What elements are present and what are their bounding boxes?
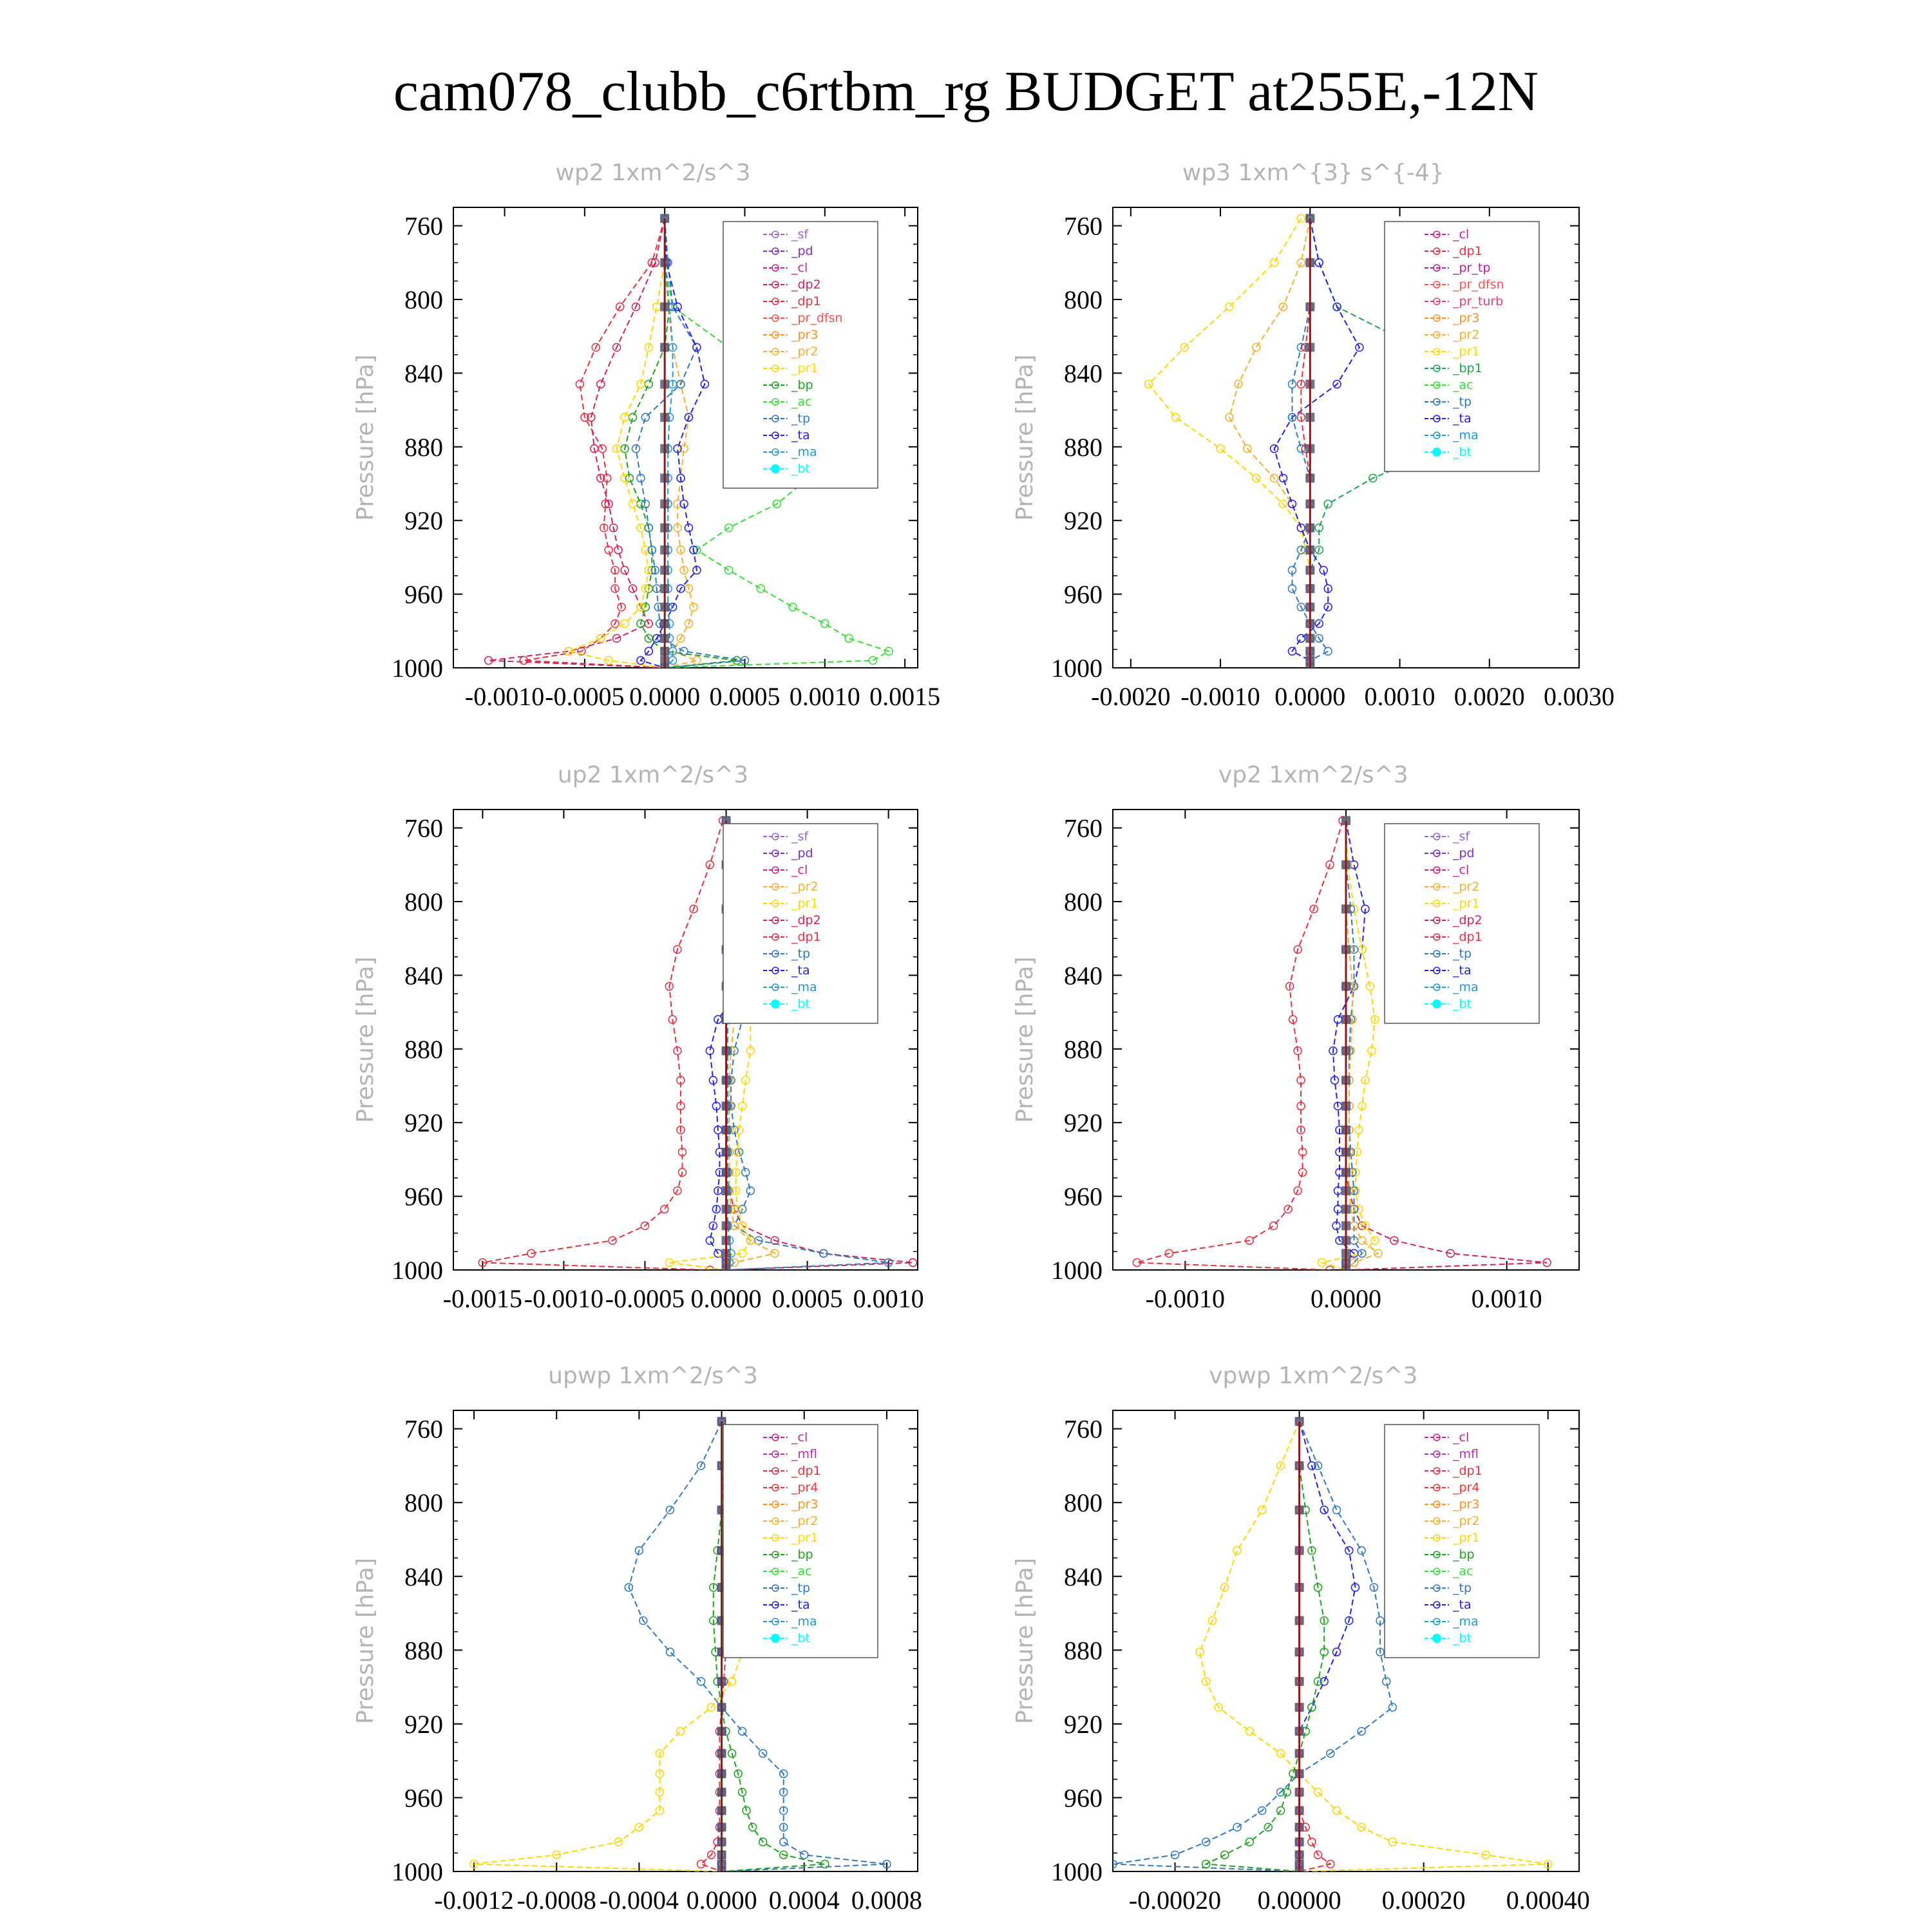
legend-label: _ac [1453, 378, 1473, 392]
series-point-pr2 [1297, 259, 1305, 267]
x-tick-label: -0.0010 [464, 682, 545, 711]
series-point-pr1 [1333, 1806, 1341, 1814]
legend-label: _dp1 [791, 1464, 821, 1478]
panel-title: vp2 1xm^2/s^3 [1218, 762, 1408, 788]
legend-label: _ta [1453, 412, 1472, 426]
series-point-pr1 [676, 1727, 684, 1735]
series-line-dp1 [482, 820, 723, 1270]
legend-label: _pr2 [1453, 328, 1480, 342]
series-point-pr1 [1245, 1727, 1253, 1735]
x-tick-label: 0.00040 [1506, 1886, 1590, 1915]
series-point-pr1 [621, 474, 629, 482]
y-tick-label: 840 [1064, 1562, 1103, 1591]
x-tick-label: -0.0004 [599, 1886, 679, 1915]
series-point-dp1 [661, 1206, 668, 1213]
x-tick-label: 0.0004 [768, 1886, 840, 1915]
series-line-pr1 [569, 218, 665, 668]
series-point-tp [1324, 647, 1332, 655]
series-point-tp [742, 1168, 750, 1176]
series-line-bp [625, 218, 737, 668]
legend-label: _tp [1453, 395, 1472, 409]
x-tick-label: 0.0000 [1274, 682, 1346, 711]
y-axis-label: Pressure [hPa] [352, 1557, 379, 1725]
legend-label: _ta [791, 1598, 810, 1612]
series-point-tp [641, 413, 649, 421]
x-tick-label: 0.0020 [1454, 682, 1525, 711]
y-tick-label: 800 [404, 285, 443, 314]
x-tick-label: 0.0000 [690, 1284, 762, 1313]
legend-label: _ma [1453, 1615, 1479, 1629]
legend-label: _dp1 [1453, 244, 1482, 258]
y-tick-label: 760 [1064, 813, 1103, 843]
series-point-pr2 [1253, 343, 1260, 351]
x-tick-label: -0.0010 [1180, 682, 1260, 711]
x-tick-label: 0.0010 [1471, 1284, 1542, 1313]
x-tick-label: 0.0010 [1364, 682, 1435, 711]
legend-label: _pr2 [791, 880, 819, 894]
series-line-bp [1206, 1421, 1324, 1871]
legend-label: _pr1 [1453, 1531, 1480, 1545]
legend-label: _ma [1453, 428, 1479, 442]
y-tick-label: 920 [1064, 1108, 1103, 1138]
chart-panel-vpwp [1012, 1363, 1590, 1915]
series-point-tp [1288, 585, 1296, 592]
legend-label: _bt [1453, 445, 1472, 459]
series-line-pr1 [1149, 218, 1311, 668]
legend-label: _mfl [1453, 1447, 1479, 1461]
y-tick-label: 840 [404, 961, 443, 990]
series-line-dp2 [489, 218, 665, 668]
series-point-tp [1358, 1547, 1365, 1555]
legend-label: _bp [791, 378, 813, 392]
legend-label: _dp1 [791, 930, 821, 944]
series-point-ac [821, 620, 829, 627]
legend-label: _mfl [791, 1447, 817, 1461]
x-tick-label: 0.0005 [772, 1284, 843, 1313]
legend-label: _sf [1453, 829, 1470, 844]
legend-label: _tp [1453, 1581, 1472, 1595]
legend-label: _ta [791, 428, 810, 442]
legend-label: _cl [791, 863, 808, 877]
y-tick-label: 760 [404, 211, 443, 241]
series-point-pr2 [1358, 1236, 1366, 1244]
y-tick-label: 1000 [392, 1857, 443, 1886]
y-axis-label: Pressure [hPa] [1012, 1557, 1038, 1725]
chart-panel-upwp [352, 1363, 922, 1915]
legend-label: _dp1 [1453, 930, 1482, 944]
legend-label: _tp [1453, 947, 1472, 961]
series-line-dp1 [1300, 1421, 1331, 1871]
y-tick-label: 840 [404, 1562, 443, 1591]
chart-panel-wp2 [352, 160, 940, 711]
x-tick-label: 0.0010 [789, 682, 860, 711]
y-tick-label: 800 [1064, 285, 1103, 314]
legend-label: _dp1 [1453, 1464, 1482, 1478]
legend-label: _ta [1453, 963, 1472, 978]
legend-label: _ma [791, 1615, 817, 1629]
legend-label: _cl [1453, 1430, 1470, 1444]
legend-label: _pr2 [791, 345, 819, 359]
series-point-tp [746, 1187, 754, 1195]
legend-label: _pr1 [1453, 896, 1480, 911]
x-tick-label: 0.0008 [851, 1886, 922, 1915]
legend-marker [771, 464, 780, 473]
x-tick-label: -0.0005 [605, 1284, 685, 1313]
y-tick-label: 800 [404, 887, 443, 916]
y-axis-label: Pressure [hPa] [352, 354, 379, 521]
legend-label: _pr1 [791, 361, 819, 375]
legend-label: _pr1 [791, 1531, 819, 1545]
legend-label: _pr3 [791, 1497, 819, 1511]
y-tick-label: 840 [404, 359, 443, 388]
legend-label: _pr_dfsn [1453, 278, 1504, 292]
legend-label: _pr3 [1453, 1497, 1480, 1511]
x-tick-label: -0.0010 [524, 1284, 604, 1313]
legend-label: _pr1 [1453, 345, 1480, 359]
legend-label: _dp2 [1453, 913, 1482, 927]
series-point-pr1 [1258, 1506, 1266, 1514]
series-point-pr1 [1226, 303, 1233, 310]
y-tick-label: 960 [1064, 1182, 1103, 1211]
x-tick-label: 0.0000 [686, 1886, 757, 1915]
legend-label: _pr1 [791, 896, 819, 911]
legend-marker [1432, 999, 1441, 1009]
x-tick-label: -0.0005 [545, 682, 625, 711]
legend-marker [771, 999, 780, 1009]
series-point-tp [739, 1727, 746, 1735]
legend-label: _pr2 [791, 1514, 819, 1528]
series-point-bp1 [1324, 500, 1332, 507]
series-point-pr1 [629, 500, 636, 507]
y-tick-label: 800 [1064, 887, 1103, 916]
y-tick-label: 920 [1064, 506, 1103, 536]
legend-label: _tp [791, 947, 811, 961]
series-point-dp1 [1308, 1838, 1316, 1846]
x-tick-label: -0.0020 [1091, 682, 1171, 711]
legend-label: _ma [791, 445, 817, 459]
series-point-tp [800, 1851, 808, 1859]
y-tick-label: 760 [1064, 1414, 1103, 1444]
x-tick-label: 0.00000 [1257, 1886, 1341, 1915]
legend-label: _pd [1453, 846, 1475, 860]
y-tick-label: 840 [1064, 359, 1103, 388]
y-tick-label: 880 [404, 1636, 443, 1665]
series-point-dp1 [1270, 1222, 1278, 1229]
series-point-pr1 [1271, 259, 1278, 267]
legend-label: _ma [1453, 980, 1479, 994]
x-tick-label: 0.00020 [1381, 1886, 1466, 1915]
y-tick-label: 920 [1064, 1709, 1103, 1739]
y-tick-label: 880 [1064, 1636, 1103, 1665]
legend-label: _pr_turb [1453, 294, 1504, 308]
panel-title: upwp 1xm^2/s^3 [548, 1363, 758, 1389]
x-tick-label: 0.0005 [709, 682, 781, 711]
y-axis-label: Pressure [hPa] [1012, 956, 1038, 1123]
y-tick-label: 840 [1064, 961, 1103, 990]
legend-label: _dp1 [791, 294, 821, 308]
series-point-pr1 [1217, 445, 1224, 453]
legend-label: _ac [791, 395, 812, 409]
x-tick-label: 0.0000 [1311, 1284, 1381, 1313]
legend-label: _pr2 [1453, 1514, 1480, 1528]
series-point-tp [666, 1648, 674, 1656]
series-point-ac [757, 585, 764, 592]
series-point-bp [629, 413, 636, 421]
legend-label: _pr3 [1453, 311, 1480, 325]
x-tick-label: -0.00020 [1128, 1886, 1222, 1915]
series-point-tp [780, 1838, 788, 1846]
series-point-ta [1297, 634, 1305, 642]
legend-label: _dp2 [791, 913, 821, 927]
legend-label: _pr_dfsn [791, 311, 843, 325]
series-point-dp1 [697, 1861, 705, 1868]
y-tick-label: 960 [404, 1783, 443, 1813]
y-axis-label: Pressure [hPa] [352, 956, 379, 1123]
x-tick-label: 0.0015 [869, 682, 941, 711]
series-point-tp [1333, 1506, 1341, 1514]
x-tick-label: -0.0010 [1145, 1284, 1226, 1313]
legend-marker [771, 1634, 780, 1643]
series-line-tp [1113, 1421, 1392, 1871]
legend-label: _pr4 [791, 1481, 819, 1495]
legend-label: _ta [791, 963, 810, 978]
y-tick-label: 760 [1064, 211, 1103, 241]
panel-title: up2 1xm^2/s^3 [557, 762, 749, 788]
series-point-ta [1280, 474, 1287, 482]
legend-label: _sf [791, 227, 809, 242]
legend-label: _ma [791, 980, 817, 994]
series-point-bp [645, 381, 652, 388]
x-tick-label: -0.0012 [434, 1886, 514, 1915]
y-tick-label: 800 [404, 1488, 443, 1518]
x-tick-label: 0.0000 [629, 682, 701, 711]
legend-label: _pr_tp [1453, 261, 1491, 275]
y-tick-label: 1000 [1051, 1256, 1103, 1285]
legend-label: _tp [791, 1581, 811, 1595]
y-tick-label: 800 [1064, 1488, 1103, 1518]
y-tick-label: 760 [404, 1414, 443, 1444]
series-point-bp [1245, 1838, 1253, 1846]
legend-label: _ac [791, 1564, 812, 1578]
legend-label: _bt [1453, 1631, 1472, 1645]
y-tick-label: 960 [404, 1182, 443, 1211]
legend-marker [1432, 448, 1441, 457]
series-point-pr1 [1233, 1547, 1241, 1555]
x-tick-label: -0.0015 [442, 1284, 523, 1313]
chart-panel-wp3 [1012, 160, 1615, 711]
series-point-ta [1288, 500, 1296, 507]
legend-label: _bt [791, 1631, 811, 1645]
series-point-tp [1297, 445, 1305, 453]
y-tick-label: 760 [404, 813, 443, 843]
legend-label: _pd [791, 846, 813, 860]
legend-label: _bt [791, 997, 811, 1011]
y-tick-label: 880 [404, 432, 443, 462]
legend-label: _ac [1453, 1564, 1473, 1578]
panel-title: vpwp 1xm^2/s^3 [1209, 1363, 1418, 1389]
y-tick-label: 880 [404, 1034, 443, 1064]
legend-label: _pr3 [791, 328, 819, 342]
legend-label: _bp1 [1453, 361, 1482, 375]
y-tick-label: 1000 [1051, 1857, 1103, 1886]
series-point-tp [697, 1678, 705, 1685]
y-tick-label: 920 [404, 506, 443, 536]
legend-label: _sf [791, 829, 809, 844]
panel-title: wp3 1xm^{3} s^{-4} [1182, 160, 1444, 186]
series-point-dp2 [597, 381, 605, 388]
series-line-ta [1274, 218, 1359, 668]
y-tick-label: 920 [404, 1108, 443, 1138]
series-line-ta [1333, 820, 1365, 1270]
y-tick-label: 880 [1064, 1034, 1103, 1064]
series-line-dp1 [1301, 218, 1310, 668]
y-tick-label: 960 [404, 580, 443, 609]
chart-panel-up2 [352, 762, 924, 1313]
y-tick-label: 1000 [1051, 654, 1103, 683]
series-line-ta [641, 218, 705, 668]
x-tick-label: 0.0010 [853, 1284, 924, 1313]
legend-label: _bt [1453, 997, 1472, 1011]
y-tick-label: 880 [1064, 432, 1103, 462]
y-tick-label: 960 [1064, 1783, 1103, 1813]
series-point-pr1 [728, 1678, 736, 1685]
y-tick-label: 920 [404, 1709, 443, 1739]
legend-label: _pd [791, 244, 813, 258]
y-tick-label: 1000 [392, 654, 443, 683]
legend-label: _bt [791, 462, 811, 476]
panel-title: wp2 1xm^2/s^3 [555, 160, 751, 186]
page-title: cam078_clubb_c6rtbm_rg BUDGET at255E,-12N [393, 61, 1539, 123]
series-point-pr1 [1297, 214, 1305, 222]
legend-marker [1432, 1634, 1441, 1643]
series-point-ac [869, 657, 876, 665]
series-point-pr1 [1171, 413, 1179, 421]
legend-label: _cl [791, 1430, 808, 1444]
series-line-dp1 [1137, 820, 1343, 1270]
x-tick-label: -0.0008 [516, 1886, 596, 1915]
legend-label: _cl [791, 261, 808, 275]
x-tick-label: 0.0030 [1544, 682, 1615, 711]
y-axis-label: Pressure [hPa] [1012, 354, 1038, 521]
legend-label: _cl [1453, 227, 1470, 242]
chart-panel-vp2 [1012, 762, 1579, 1313]
legend-label: _ta [1453, 1598, 1472, 1612]
legend-label: _dp2 [791, 278, 821, 292]
y-tick-label: 960 [1064, 580, 1103, 609]
legend-label: _cl [1453, 863, 1470, 877]
y-tick-label: 1000 [392, 1256, 443, 1285]
legend-label: _pr2 [1453, 880, 1480, 894]
series-point-pr1 [621, 413, 629, 421]
legend-label: _tp [791, 412, 811, 426]
legend-label: _pr4 [1453, 1481, 1480, 1495]
series-point-ac [789, 603, 797, 611]
legend-label: _bp [791, 1548, 813, 1562]
series-point-ac [845, 634, 853, 642]
legend-label: _bp [1453, 1548, 1475, 1562]
